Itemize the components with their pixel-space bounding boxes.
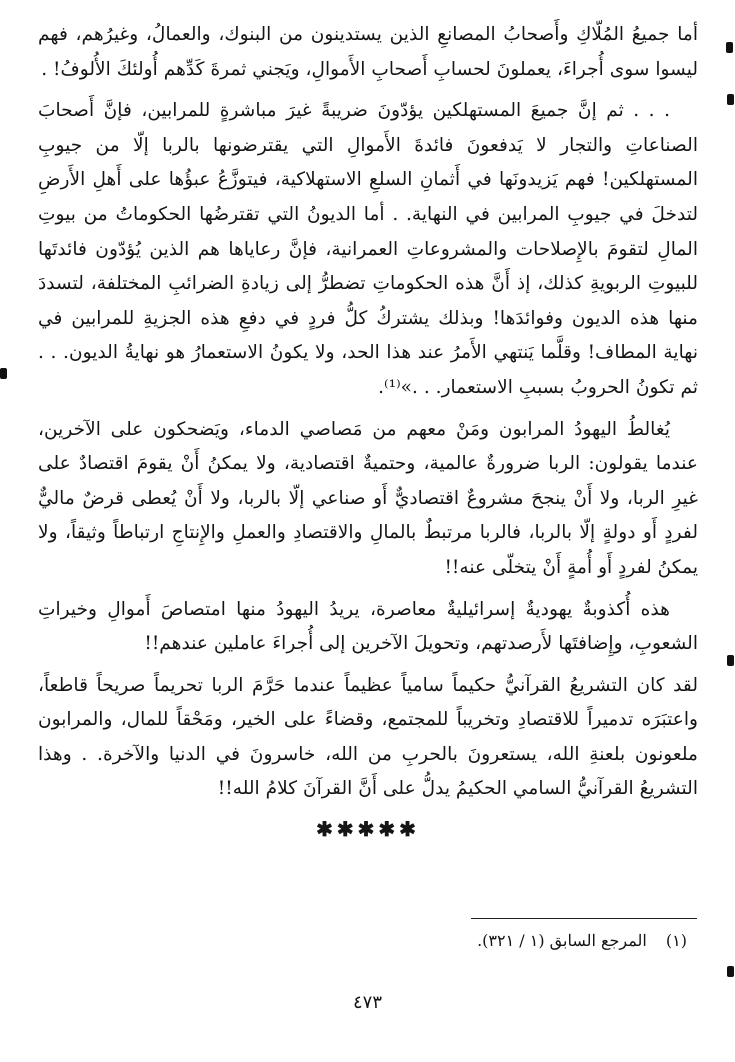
scan-edge-mark: [727, 966, 734, 977]
footnote-mark: (١): [665, 931, 687, 950]
paragraph-5: لقد كان التشريعُ القرآنيُّ حكيماً سامياً عظيماً عندما حَرَّمَ الربا تحريماً صريحاً قاطعاً، واعتبَرَه تدميراً للاقتصادِ وتخريباً للمجتمع، وقضاءً على الخير، ومَحْقاً للمال، والمرابون ملعونون بلعنةِ الله، يستعرونَ بالحربِ من الله، خاسرونَ في الدنيا والآخرة. . وهذا التشريعُ القرآنيُّ السامي الحكيمُ يدلُّ على أَنَّ القرآنَ كلامُ الله!!: [38, 674, 698, 800]
section-separator: ✱✱✱✱✱: [316, 817, 420, 842]
footnote: [47, 928, 687, 954]
footnote-divider: [471, 918, 697, 919]
scan-edge-mark: [727, 94, 734, 105]
scan-edge-mark: [726, 42, 733, 53]
paragraph-3: يُغالطُ اليهودُ المرابون ومَنْ معهم من مَصاصي الدماء، ويَضحكون على الآخرين، عندما يقولون: الربا ضرورةٌ عالمية، وحتميةٌ اقتصادية، ولا يمكنُ أَنْ يقومَ اقتصادٌ على غيرِ الربا، ولا أَنْ ينجحَ مشروعٌ اقتصاديٌّ أَو صناعي إلّا بالربا، ولا أَنْ يُعطى قرضٌ ماليٌّ لفردٍ أَو دولةٍ إلّا بالربا، فالربا مرتبطٌ بالمالِ والاقتصادِ والعملِ والإِنتاجِ ارتباطاً وثيقاً، ولا يمكنُ لفردٍ أَو أُمةٍ أَنْ يتخلّى عنه!!: [38, 418, 698, 578]
paragraph-4: هذه أُكذوبةٌ يهوديةٌ إسرائيليةٌ معاصرة، يريدُ اليهودُ منها امتصاصَ أَموالِ وخيراتِ الشعوبِ، وإِضافتَها لأَرصدتهم، وتحويلَ الآخرين إلى أُجراءَ عاملين عندهم!!: [38, 598, 698, 655]
page-body: [38, 18, 698, 844]
scan-edge-mark: [727, 655, 734, 666]
page-number: ٤٧٣: [352, 992, 382, 1013]
scan-edge-mark: [0, 368, 7, 379]
paragraph-2: . . . ثم إنَّ جميعَ المستهلكين يؤدّونَ ضريبةً غيرَ مباشرةٍ للمرابين، فإنَّ أَصحابَ الصناعاتِ والتجار لا يَدفعونَ فائدةَ الأَموالِ التي يقترضونها بالربا إلّا من جيوبِ المستهلكين! فهم يَزيدونَها في أَثمانِ السلعِ الاستهلاكية، فيتوزَّعُ عبؤُها على أَهلِ الأَرضِ لتدخلَ في جيوبِ المرابين في النهاية. . أما الديونُ التي تقترضُها الحكوماتُ من بيوتِ المالِ لتقومَ بالإِصلاحات والمشروعاتِ العمرانية، فإنَّ رعاياها هم الذين يُؤدّون فائدتَها للبيوتِ الربويةِ كذلك، إذ أَنَّ هذه الحكوماتِ تضطرُّ إلى زيادةِ الضرائبِ المختلفة، لتسددَ منها هذه الديون وفوائدَها! وبذلك يشتركُ كلُّ فردٍ في دفعِ هذه الجزيةِ للمرابين في نهاية المطاف! وقلَّما يَنتهي الأَمرُ عند هذا الحد، ولا يكونُ الاستعمارُ هو نهايةُ الديون. . . ثم تكونُ الحروبُ بسببِ الاستعمار. . .»⁽¹⁾.: [38, 100, 698, 398]
footnote-text: المرجع السابق (١ / ٣٢١).: [477, 931, 647, 950]
paragraph-1: أما جميعُ المُلّاكِ وأَصحابُ المصانعِ الذين يستدينون من البنوك، والعمالُ، وغيرُهم، فهم ليسوا سوى أُجراءَ، يعملونَ لحسابِ أَصحابِ الأَموالِ، ويَجني ثمرةَ كَدِّهم أُولئكَ الأُلوفُ! .: [38, 24, 698, 80]
